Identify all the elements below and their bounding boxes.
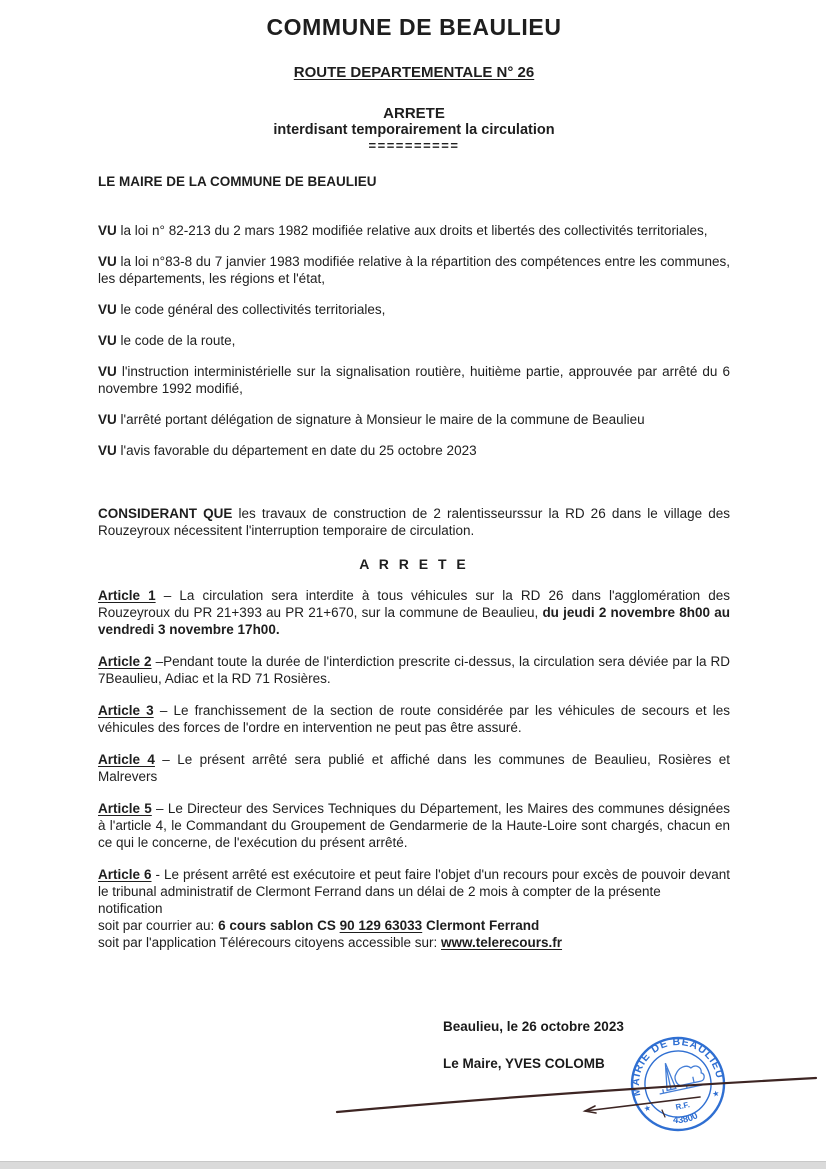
recours-courrier-prefix: soit par courrier au: <box>98 918 219 933</box>
article-3-sep: – <box>153 703 174 718</box>
vu-text: l'avis favorable du département en date du 25 octobre 2023 <box>116 443 477 458</box>
article-3-label: Article 3 <box>98 703 154 718</box>
article-5-text: Le Directeur des Services Techniques du Département, les Maires des communes désignées à l'article 4, le Commandant du Groupement de Gendarmerie de la Haute-Loire sont chargés, chacun en ce qui le concerne, de l'exécution du présent arrêté. <box>98 801 730 850</box>
stamp-rf-text: R.F. <box>674 1100 691 1112</box>
article-1-text: La circulation sera interdite à tous véhicules sur la RD 26 dans l'agglomération des Rouzeyroux du PR 21+393 au PR 21+670, sur la commune de Beaulieu, <box>98 588 730 620</box>
considerant-text: les travaux de construction de 2 ralentisseurssur la RD 26 dans le village des Rouzeyroux nécessitent l'interruption temporaire de circulation. <box>98 506 730 538</box>
vu-label: VU <box>98 412 117 427</box>
maire-salutation: LE MAIRE DE LA COMMUNE DE BEAULIEU <box>98 174 377 189</box>
article-1 <box>98 587 730 638</box>
article-4-sep: – <box>154 752 178 767</box>
article-3-text: Le franchissement de la section de route considérée par les véhicules de secours et les véhicules des forces de l'ordre en intervention ne peut pas être assuré. <box>98 703 730 735</box>
vu-text: la loi n° 82-213 du 2 mars 1982 modifiée relative aux droits et libertés des collectivités territoriales, <box>116 223 708 238</box>
vu-label: VU <box>98 333 117 348</box>
vu-text: le code général des collectivités territoriales, <box>116 302 386 317</box>
vu-text: l'arrêté portant délégation de signature à Monsieur le maire de la commune de Beaulieu <box>116 412 645 427</box>
article-5-label: Article 5 <box>98 801 152 816</box>
vu-paragraph <box>98 222 730 239</box>
route-subtitle-wrap <box>98 41 730 82</box>
article-1-label: Article 1 <box>98 588 156 603</box>
stamp-ring-text: MAIRIE DE BEAULIEU <box>629 1036 726 1098</box>
arrete-heading: ARRETE <box>383 105 445 122</box>
article-6-notification-line: notification <box>98 901 163 916</box>
article-4-label: Article 4 <box>98 752 155 767</box>
recours-city: Clermont Ferrand <box>422 918 540 933</box>
signer-line: Le Maire, YVES COLOMB <box>443 1056 605 1071</box>
route-subtitle: ROUTE DEPARTEMENTALE N° 26 <box>293 64 535 81</box>
vu-paragraph <box>98 363 730 397</box>
article-4 <box>98 751 730 785</box>
article-2-sep: – <box>151 654 164 669</box>
article-5 <box>98 800 730 851</box>
vu-paragraph <box>98 411 730 428</box>
considerant-paragraph <box>98 505 730 539</box>
vu-label: VU <box>98 254 117 269</box>
article-2 <box>98 653 730 687</box>
article-1-bold-dates: du jeudi 2 novembre 8h00 au vendredi 3 novembre 17h00. <box>98 605 730 637</box>
place-date-line: Beaulieu, le 26 octobre 2023 <box>443 1019 624 1034</box>
recours-address: 6 cours sablon CS <box>218 918 340 933</box>
vu-paragraph <box>98 332 730 349</box>
stamp-postal-code: 43800 <box>672 1110 700 1127</box>
article-6 <box>98 866 730 900</box>
telerecours-url: www.telerecours.fr <box>441 935 563 950</box>
signature-stroke-short <box>585 1097 700 1114</box>
scan-edge-artifact <box>0 1161 826 1169</box>
article-2-text: Pendant toute la durée de l'interdiction prescrite ci-dessus, la circulation sera déviée par la RD 7Beaulieu, Adiac et la RD 71 Rosières. <box>98 654 730 686</box>
handwritten-signature <box>330 1053 826 1128</box>
signature-stroke-tick <box>662 1110 665 1117</box>
article-2-label: Article 2 <box>98 654 152 669</box>
stamp-star-right-icon: ★ <box>711 1088 721 1099</box>
vu-text: l'instruction interministérielle sur la signalisation routière, huitième partie, approuvée par arrêté du 6 novembre 1992 modifié, <box>98 364 730 396</box>
vu-label: VU <box>98 443 117 458</box>
vu-text: la loi n°83-8 du 7 janvier 1983 modifiée relative à la répartition des compétences entre les communes, les départements, les régions et l'état, <box>98 254 730 286</box>
vu-paragraph <box>98 301 730 318</box>
recours-telerecours-line <box>98 934 730 951</box>
vu-text: le code de la route, <box>116 333 236 348</box>
vu-paragraph <box>98 442 730 459</box>
arrete-section-title: A R R E T E <box>359 556 469 572</box>
vu-label: VU <box>98 364 117 379</box>
article-3 <box>98 702 730 736</box>
document-title: COMMUNE DE BEAULIEU <box>266 14 562 40</box>
recours-cs-number: 90 129 63033 <box>339 918 423 933</box>
article-4-text: Le présent arrêté sera publié et affiché dans les communes de Beaulieu, Rosières et Malrevers <box>98 752 730 784</box>
considerant-label: CONSIDERANT QUE <box>98 506 233 521</box>
recours-app-prefix: soit par l'application Télérecours citoyens accessible sur: <box>98 935 441 950</box>
article-6-label: Article 6 <box>98 867 152 882</box>
stamp-star-left-icon: ★ <box>642 1103 652 1114</box>
signature-stroke-long <box>337 1078 816 1112</box>
article-6-text: Le présent arrêté est exécutoire et peut faire l'objet d'un recours pour excès de pouvoir devant le tribunal administratif de Clermont Ferrand dans un délai de 2 mois à compter de la présente <box>98 867 731 899</box>
vu-paragraph <box>98 253 730 287</box>
article-6-sep: - <box>151 867 164 882</box>
separator-line: ========== <box>368 138 460 153</box>
arrete-subheading: interdisant temporairement la circulation <box>273 122 555 138</box>
article-5-sep: – <box>151 801 168 816</box>
vu-label: VU <box>98 223 117 238</box>
recours-courrier-line <box>98 917 730 934</box>
article-1-sep: – <box>155 588 180 603</box>
vu-label: VU <box>98 302 117 317</box>
